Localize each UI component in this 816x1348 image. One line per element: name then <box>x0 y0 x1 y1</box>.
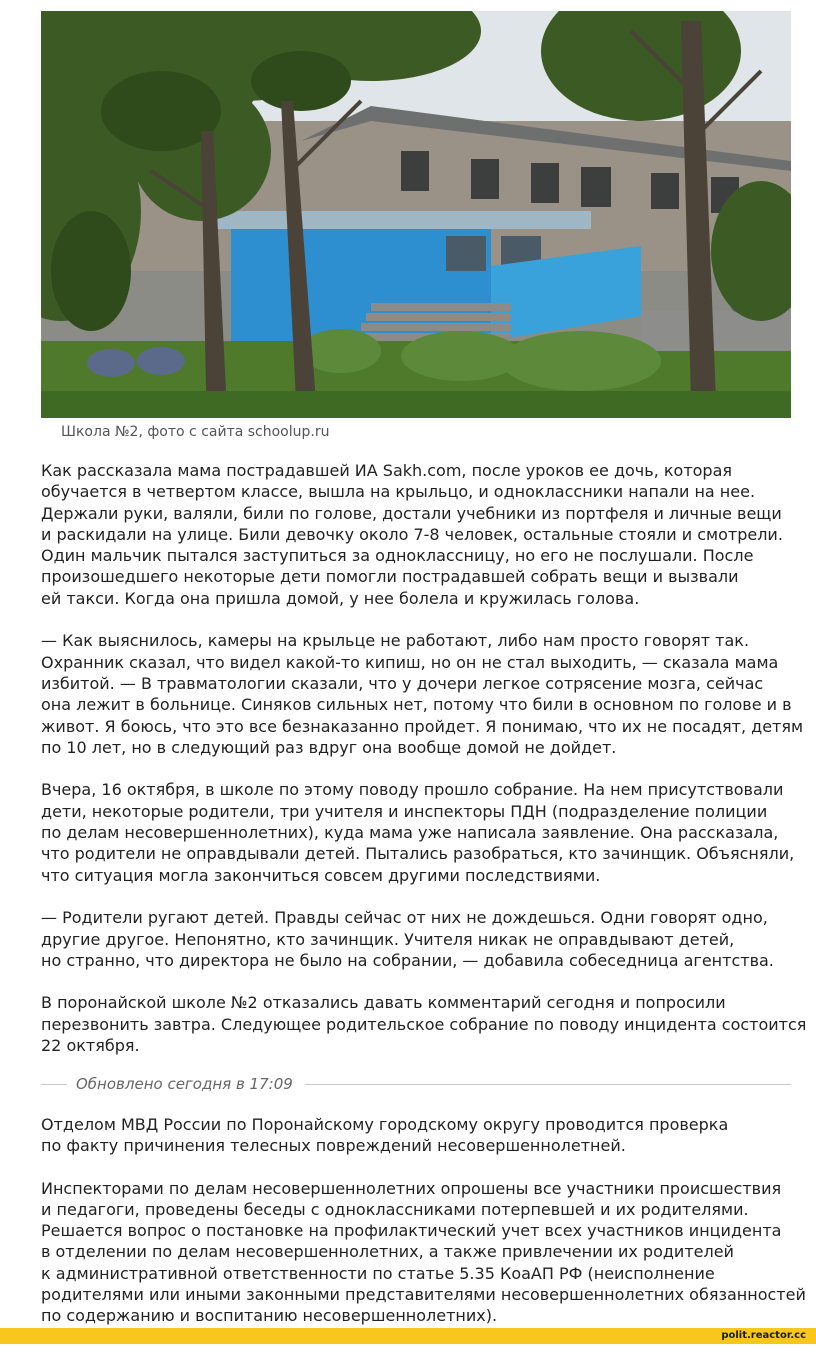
site-watermark: polit.reactor.cc <box>721 1330 806 1341</box>
text-line: ей такси. Когда она пришла домой, у нее болела и кружилась голова. <box>41 588 640 608</box>
article-paragraph <box>41 630 804 758</box>
text-line: другие другое. Непонятно, кто зачинщик. Учителя никак не оправдывают детей, <box>41 929 735 949</box>
text-line: Инспекторами по делам несовершеннолетних опрошены все участники происшествия <box>41 1178 782 1198</box>
text-line: в отделении по делам несовершеннолетних, а также привлечении их родителей <box>41 1242 734 1262</box>
text-line: Отделом МВД России по Поронайскому городскому округу проводится проверка <box>41 1114 729 1134</box>
text-line: Вчера, 16 октября, в школе по этому поводу прошло собрание. На нем присутствовали <box>41 780 784 800</box>
text-line: и педагоги, проведены беседы с одноклассниками потерпевшей и их родителями. <box>41 1199 749 1219</box>
text-line: и раскидали на улице. Били девочку около 7-8 человек, остальные стояли и смотрели. <box>41 524 783 544</box>
text-line: но странно, что директора не было на собрании, — добавила собеседница агентства. <box>41 950 774 970</box>
text-line: — Родители ругают детей. Правды сейчас от них не дождешься. Одни говорят одно, <box>41 908 768 928</box>
text-line: что родители не оправдывали детей. Пытались разобраться, кто зачинщик. Объясняли, <box>41 844 795 864</box>
text-line: Держали руки, валяли, били по голове, достали учебники из портфеля и личные вещи <box>41 503 782 523</box>
text-line: В поронайской школе №2 отказались давать комментарий сегодня и попросили <box>41 993 726 1013</box>
article-paragraph <box>41 460 801 609</box>
update-divider <box>41 1074 791 1095</box>
article-paragraph <box>41 779 801 885</box>
text-line: живот. Я боюсь, что это все безнаказанно пройдет. Я понимаю, что их не посадят, детям <box>41 716 804 736</box>
text-line: дети, некоторые родители, три учителя и инспекторы ПДН (подразделение полиции <box>41 801 768 821</box>
school-photo <box>41 11 791 418</box>
school-photo-illustration <box>41 11 791 418</box>
text-line: перезвонить завтра. Следующее родительское собрание по поводу инцидента состоится <box>41 1014 807 1034</box>
text-line: Один мальчик пытался заступиться за одноклассницу, но его не послушали. После <box>41 546 754 566</box>
update-paragraph <box>41 1114 801 1157</box>
text-line: что ситуация могла закончиться совсем другими последствиями. <box>41 865 601 885</box>
text-line: по 10 лет, но в следующий раз вдруг она вообще домой не дойдет. <box>41 737 617 757</box>
text-line: Решается вопрос о постановке на профилактический учет всех участников инцидента <box>41 1221 782 1241</box>
text-line: Охранник сказал, что видел какой-то кипиш, но он не стал выходить, — сказала мама <box>41 652 779 672</box>
text-line: — Как выяснилось, камеры на крыльце не работают, либо нам просто говорят так. <box>41 631 750 651</box>
update-paragraph <box>41 1178 806 1327</box>
article-body <box>41 460 807 1348</box>
article-paragraph <box>41 992 807 1056</box>
text-line: она лежит в больнице. Синяков сильных нет, потому что били в основном по голове и в <box>41 695 792 715</box>
text-line: произошедшего некоторые дети помогли пострадавшей собрать вещи и вызвали <box>41 567 739 587</box>
text-line: к административной ответственности по статье 5.35 КоаАП РФ (неисполнение <box>41 1263 715 1283</box>
update-timestamp: Обновлено сегодня в 17:09 <box>76 1074 293 1093</box>
text-line: обучается в четвертом классе, вышла на крыльцо, и одноклассники напали на нее. <box>41 482 756 502</box>
text-line: Как рассказала мама пострадавшей ИА Sakh.com, после уроков ее дочь, которая <box>41 461 733 480</box>
text-line: по содержанию и воспитанию несовершеннолетних). <box>41 1306 498 1326</box>
divider-rule-right <box>305 1084 791 1085</box>
article-paragraph <box>41 907 801 971</box>
text-line: по факту причинения телесных повреждений несовершеннолетней. <box>41 1135 626 1155</box>
photo-caption: Школа №2, фото с сайта schoolup.ru <box>61 424 330 440</box>
divider-rule-left <box>41 1084 67 1085</box>
text-line: по делам несовершеннолетних), куда мама уже написала заявление. Она рассказала, <box>41 823 779 843</box>
footer-bar <box>0 1328 816 1344</box>
text-line: родителями или иными законными представителями несовершеннолетних обязанностей <box>41 1284 806 1304</box>
text-line: 22 октября. <box>41 1036 140 1056</box>
text-line: избитой. — В травматологии сказали, что у дочери легкое сотрясение мозга, сейчас <box>41 673 764 693</box>
